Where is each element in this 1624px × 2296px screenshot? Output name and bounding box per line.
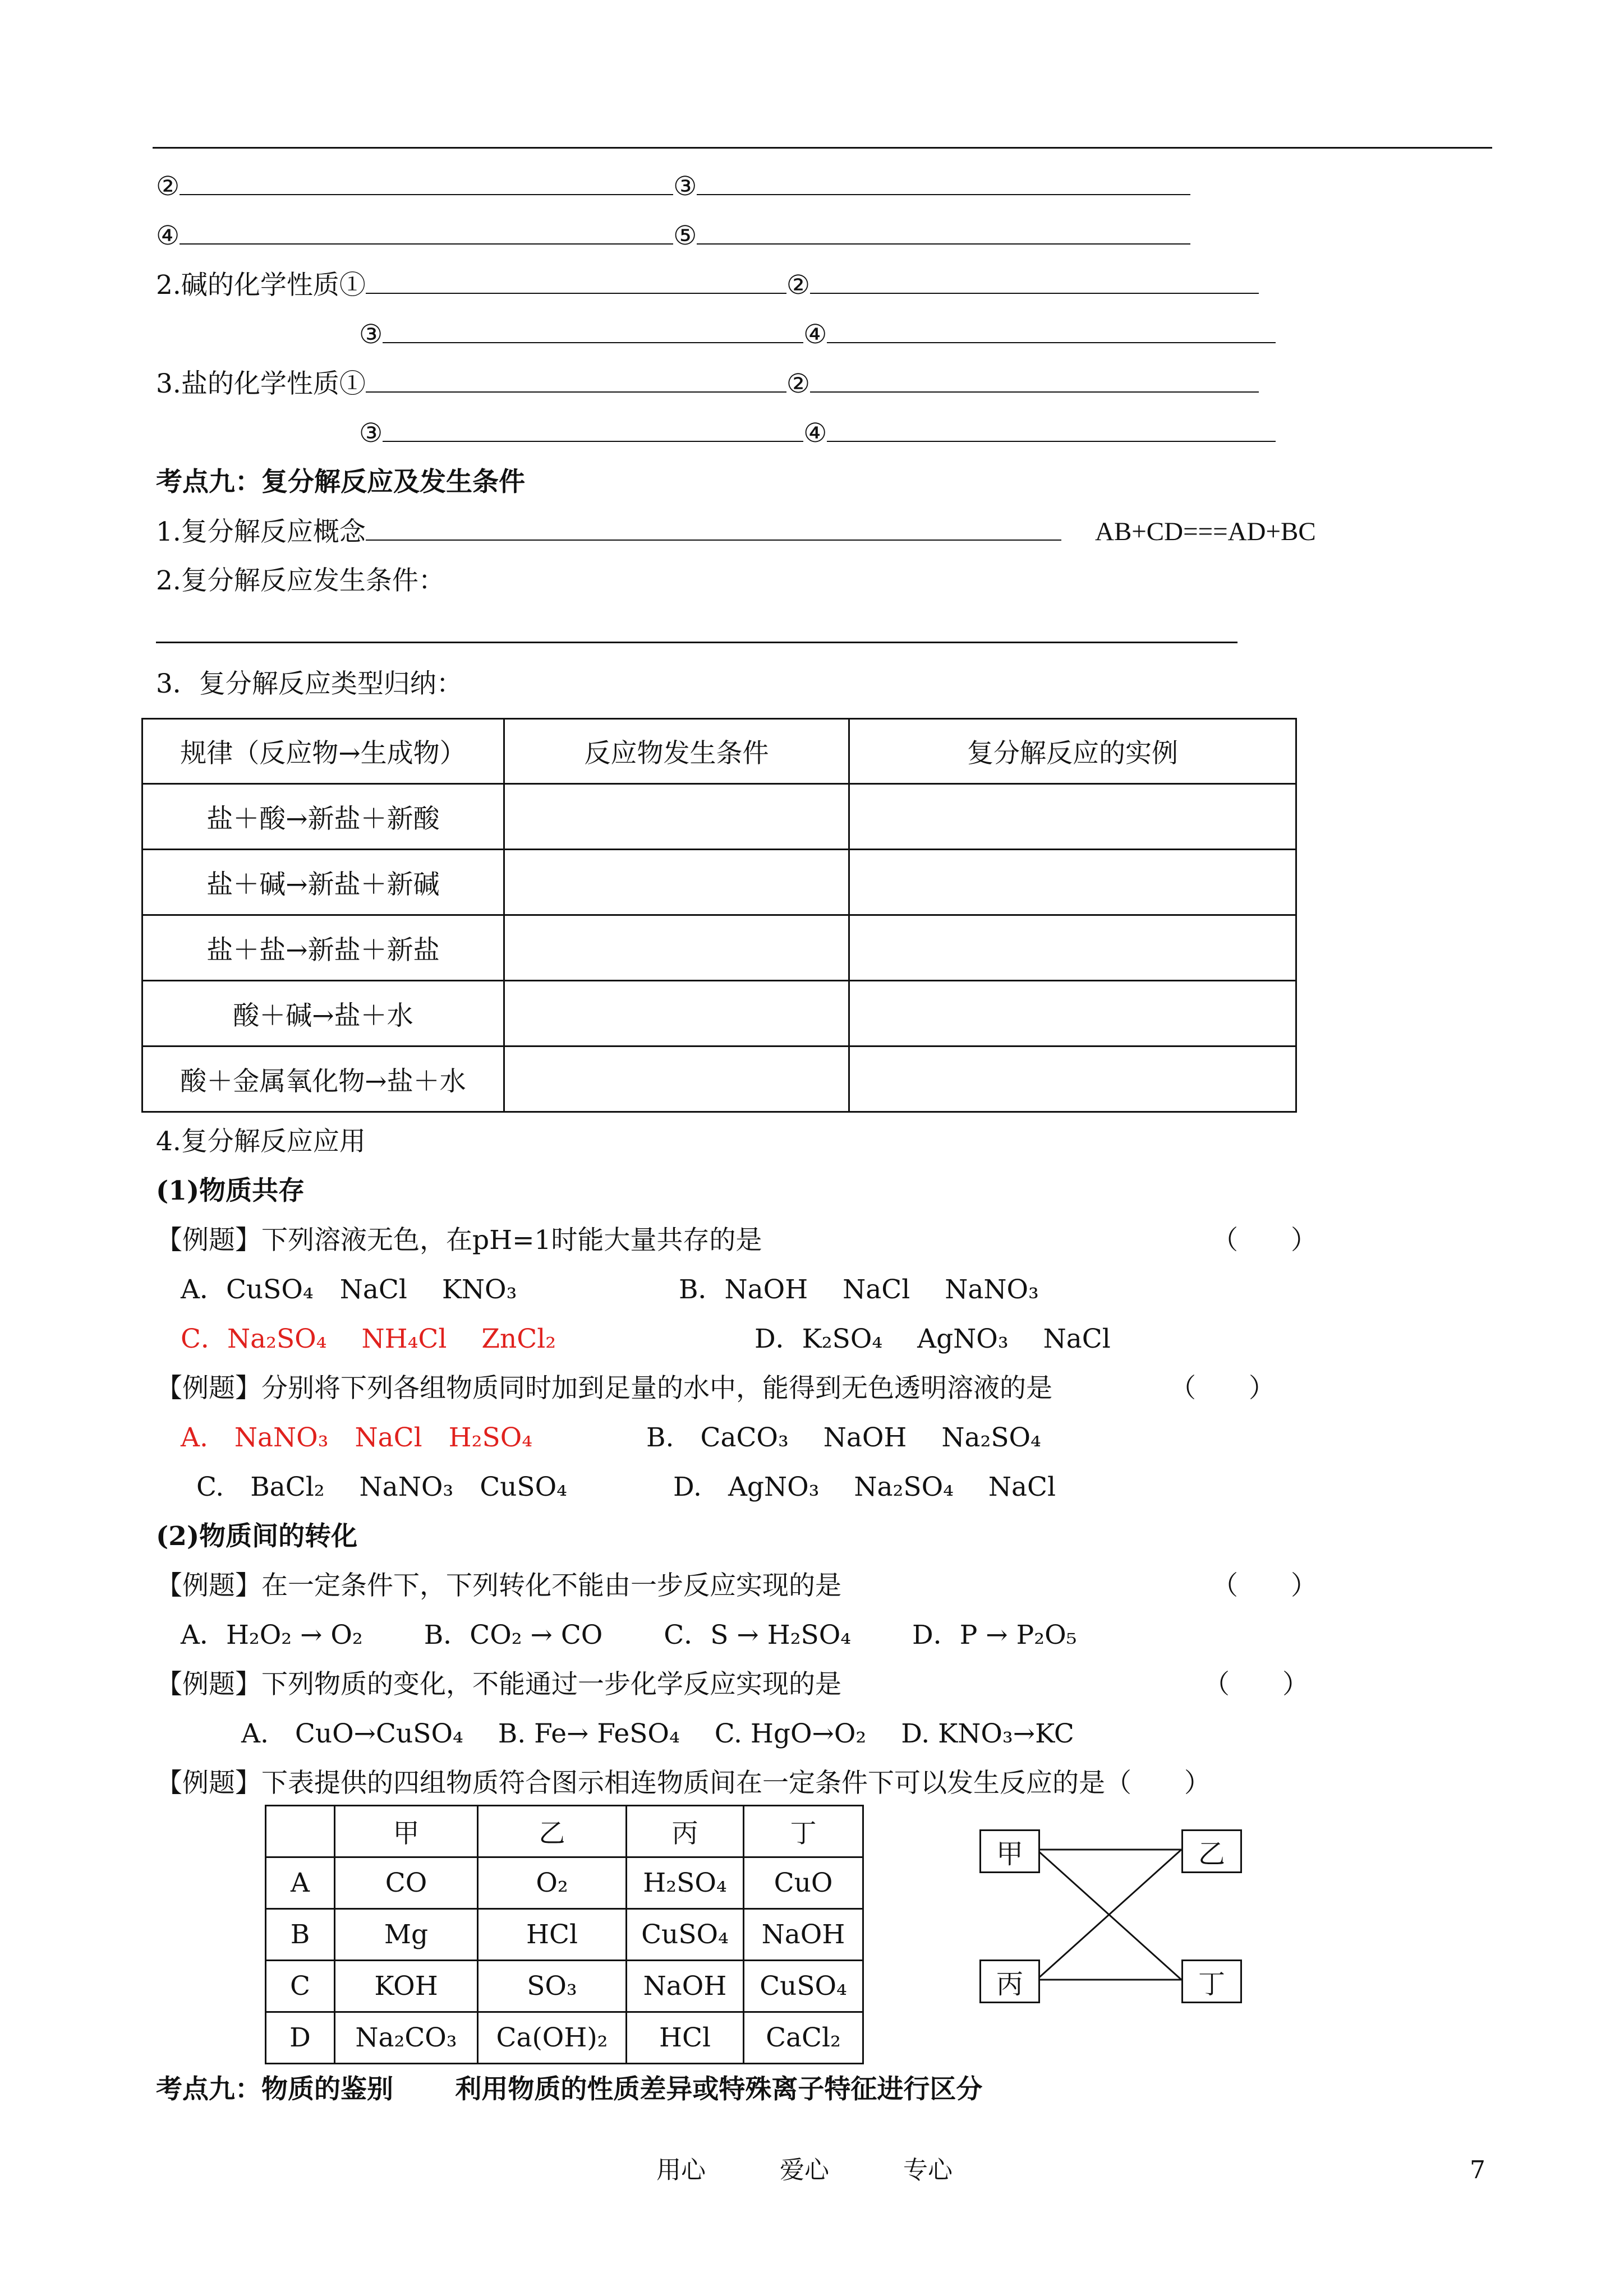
answer-paren: （ ） bbox=[1203, 1669, 1309, 1700]
salt-property-row-1: 3.盐的化学性质① ② bbox=[156, 367, 1259, 401]
answer-paren: （ ） bbox=[1212, 1570, 1317, 1601]
diagram-node-yi: 乙 bbox=[1181, 1829, 1242, 1873]
option-a: A．CuSO₄ NaCl KNO₃ bbox=[181, 1274, 517, 1305]
condition-line: 2.复分解反应发生条件： bbox=[156, 565, 445, 596]
option-b: B．NaOH NaCl NaNO₃ bbox=[679, 1274, 1039, 1305]
option-d: D. AgNO₃ Na₂SO₄ NaCl bbox=[673, 1472, 1056, 1502]
table-cell: 盐＋酸→新盐＋新酸 bbox=[142, 784, 504, 850]
base-property-row-2: ③ ④ bbox=[359, 317, 1276, 352]
acid-property-row-1: ② ③ bbox=[156, 169, 1190, 204]
table-cell: O₂ bbox=[478, 1857, 627, 1909]
reaction-formula: AB+CD===AD+BC bbox=[1095, 517, 1316, 546]
option-b: B. CaCO₃ NaOH Na₂SO₄ bbox=[646, 1422, 1041, 1453]
table-cell: 盐＋碱→新盐＋新碱 bbox=[142, 850, 504, 915]
table-cell: HCl bbox=[627, 2012, 744, 2064]
example-4-options: A. CuO→CuSO₄ B. Fe→ FeSO₄ C. HgO→O₂ D. KNO₃→KC bbox=[241, 1718, 1074, 1749]
table-cell: SO₃ bbox=[478, 1961, 627, 2012]
table-cell: CuSO₄ bbox=[744, 1961, 863, 2012]
section-heading-identification: 考点九：物质的鉴别 利用物质的性质差异或特殊离子特征进行区分 bbox=[156, 2074, 983, 2105]
table-cell: H₂SO₄ bbox=[627, 1857, 744, 1909]
footer-motto: 用心 爱心 专心 bbox=[656, 2156, 953, 2184]
table-cell: KOH bbox=[335, 1961, 478, 2012]
table-cell: CO bbox=[335, 1857, 478, 1909]
table-header bbox=[266, 1806, 335, 1857]
table-cell: B bbox=[266, 1909, 335, 1961]
table-cell: Na₂CO₃ bbox=[335, 2012, 478, 2064]
example-2-question: 【例题】分别将下列各组物质同时加到足量的水中，能得到无色透明溶液的是 bbox=[156, 1373, 1052, 1404]
section-heading-double-decomposition: 考点九：复分解反应及发生条件 bbox=[156, 467, 525, 497]
table-cell: CuSO₄ bbox=[627, 1909, 744, 1961]
reaction-types-table bbox=[141, 718, 1297, 1113]
diagram-node-bing: 丙 bbox=[979, 1960, 1040, 2003]
table-cell: C bbox=[266, 1961, 335, 2012]
answer-paren: （ ） bbox=[1170, 1373, 1275, 1404]
table-header: 反应物发生条件 bbox=[504, 719, 849, 784]
table-cell: D bbox=[266, 2012, 335, 2064]
table-header: 丁 bbox=[744, 1806, 863, 1857]
page-number: 7 bbox=[1470, 2156, 1485, 2184]
table-cell: NaOH bbox=[744, 1909, 863, 1961]
table-cell: CuO bbox=[744, 1857, 863, 1909]
example-5-question: 【例题】下表提供的四组物质符合图示相连物质间在一定条件下可以发生反应的是（ ） bbox=[156, 1768, 1211, 1799]
condition-blank bbox=[156, 642, 1237, 643]
table-header: 丙 bbox=[627, 1806, 744, 1857]
answer-paren: （ ） bbox=[1212, 1225, 1317, 1256]
example-4-question: 【例题】下列物质的变化，不能通过一步化学反应实现的是 bbox=[156, 1669, 841, 1700]
diagram-node-jia: 甲 bbox=[979, 1829, 1040, 1873]
table-cell: Mg bbox=[335, 1909, 478, 1961]
table-header: 甲 bbox=[335, 1806, 478, 1857]
option-c-answer: C．Na₂SO₄ NH₄Cl ZnCl₂ bbox=[181, 1324, 556, 1354]
option-a-answer: A. NaNO₃ NaCl H₂SO₄ bbox=[181, 1422, 533, 1453]
table-header: 规律（反应物→生成物） bbox=[142, 719, 504, 784]
example-3-options: A．H₂O₂ → O₂ B．CO₂ → CO C．S → H₂SO₄ D．P → P₂O₅ bbox=[181, 1620, 1077, 1650]
subsection-conversion: (2)物质间的转化 bbox=[156, 1521, 358, 1552]
table-cell: Ca(OH)₂ bbox=[478, 2012, 627, 2064]
table-cell: NaOH bbox=[627, 1961, 744, 2012]
table-header: 复分解反应的实例 bbox=[849, 719, 1296, 784]
acid-property-row-2: ④ ⑤ bbox=[156, 219, 1190, 253]
application-title: 4.复分解反应应用 bbox=[156, 1126, 366, 1157]
table-header: 乙 bbox=[478, 1806, 627, 1857]
example-3-question: 【例题】在一定条件下，下列转化不能由一步反应实现的是 bbox=[156, 1570, 841, 1601]
option-c: C. BaCl₂ NaNO₃ CuSO₄ bbox=[196, 1472, 568, 1502]
salt-property-row-2: ③ ④ bbox=[359, 416, 1276, 450]
example-1-question: 【例题】下列溶液无色，在pH=1时能大量共存的是 bbox=[156, 1225, 762, 1256]
summary-title: 3．复分解反应类型归纳： bbox=[156, 668, 463, 699]
table-cell: 盐＋盐→新盐＋新盐 bbox=[142, 915, 504, 981]
table-cell: 酸＋碱→盐＋水 bbox=[142, 981, 504, 1046]
header-rule bbox=[153, 147, 1492, 149]
substances-table bbox=[265, 1805, 864, 2064]
diagram-node-ding: 丁 bbox=[1181, 1960, 1242, 2003]
option-d: D．K₂SO₄ AgNO₃ NaCl bbox=[755, 1324, 1111, 1354]
subsection-coexistence: (1)物质共存 bbox=[156, 1175, 305, 1206]
table-cell: 酸＋金属氧化物→盐＋水 bbox=[142, 1046, 504, 1112]
table-cell: CaCl₂ bbox=[744, 2012, 863, 2064]
table-cell: HCl bbox=[478, 1909, 627, 1961]
base-property-row-1: 2.碱的化学性质① ② bbox=[156, 268, 1259, 302]
concept-line: 1.复分解反应概念 bbox=[156, 515, 1061, 549]
table-cell: A bbox=[266, 1857, 335, 1909]
